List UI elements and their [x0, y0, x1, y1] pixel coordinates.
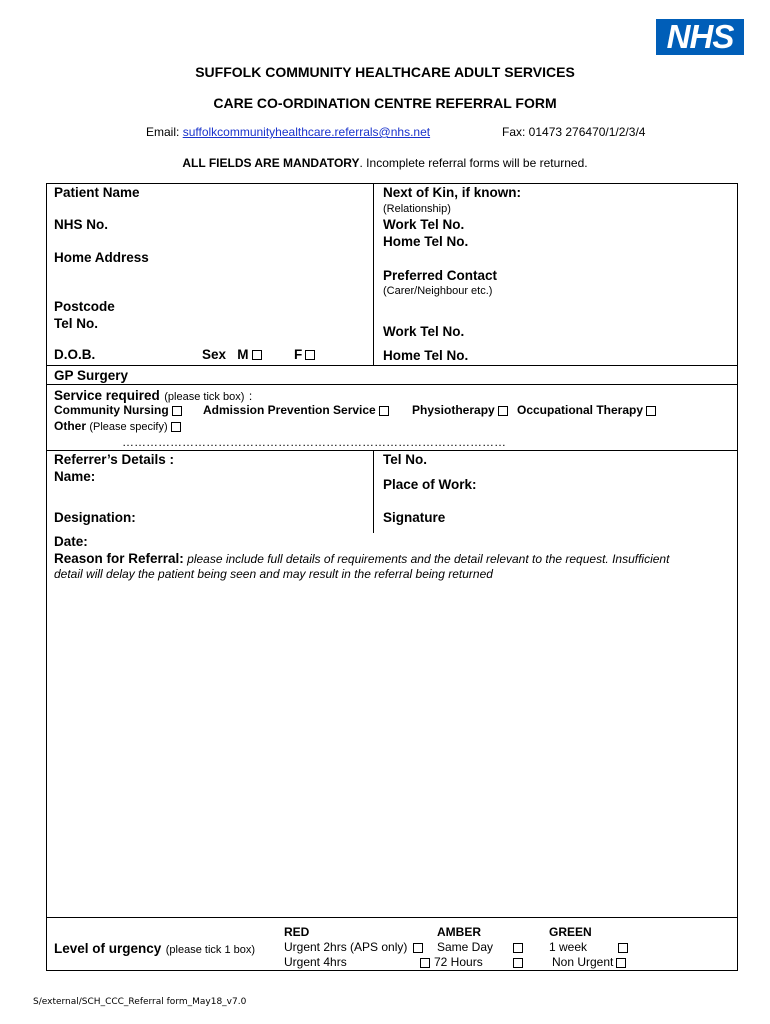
sex-field [202, 347, 262, 362]
reason-for-referral [54, 551, 734, 566]
sex-female-label: F [294, 347, 303, 362]
red-option-1-label: Urgent 2hrs (APS only) [284, 940, 408, 954]
service-community-nursing [54, 403, 182, 417]
green-option-1-checkbox[interactable] [618, 943, 628, 953]
other-specify-line[interactable]: …………………………………………………………………………………… [122, 435, 506, 449]
sex-label: Sex [202, 347, 227, 362]
service-occupational-therapy [517, 403, 656, 417]
green-option-1 [615, 940, 628, 954]
red-option-2-checkbox[interactable] [420, 958, 430, 968]
reason-text-area[interactable] [50, 585, 734, 915]
amber-option-1-label: Same Day [437, 940, 494, 954]
relationship-hint: (Relationship) [383, 203, 451, 215]
signature-label: Signature [383, 510, 446, 525]
date-label: Date: [54, 534, 88, 549]
green-option-1-label: 1 week [549, 940, 588, 954]
divider [47, 450, 737, 451]
reason-text-2: detail will delay the patient being seen and may result in the referral being returned [54, 567, 493, 581]
sex-female-checkbox[interactable] [305, 350, 315, 360]
document-reference: S/external/SCH_CCC_Referral form_May18_v7.0 [33, 997, 247, 1007]
email-line [146, 125, 430, 139]
urgency-label: Level of urgency [54, 941, 162, 956]
reason-text-1: please include full details of requirements and the detail relevant to the request. Insufficient [187, 552, 670, 566]
red-option-1-checkbox[interactable] [413, 943, 423, 953]
patient-tel-label: Tel No. [54, 316, 99, 331]
email-label: Email: [146, 125, 180, 139]
preferred-home-tel-label: Home Tel No. [383, 348, 469, 363]
preferred-contact-label: Preferred Contact [383, 268, 498, 283]
service-required-hint: (please tick box) [164, 391, 245, 403]
green-heading: GREEN [549, 925, 592, 939]
sex-female [294, 347, 315, 362]
admission-prevention-label: Admission Prevention Service [203, 403, 376, 417]
other-label: Other [54, 419, 87, 433]
urgency-hint: (please tick 1 box) [165, 944, 256, 956]
fax-number: Fax: 01473 276470/1/2/3/4 [502, 125, 646, 139]
green-option-2-label: Non Urgent [552, 955, 614, 969]
email-link[interactable]: suffolkcommunityhealthcare.referrals@nhs.net [182, 125, 431, 139]
mandatory-rest: . Incomplete referral forms will be returned. [359, 156, 588, 170]
postcode-label: Postcode [54, 299, 115, 314]
patient-name-label: Patient Name [54, 185, 140, 200]
community-nursing-label: Community Nursing [54, 403, 169, 417]
referrer-tel-label: Tel No. [383, 452, 428, 467]
red-option-2 [417, 955, 430, 969]
occupational-therapy-checkbox[interactable] [646, 406, 656, 416]
referrer-details-label: Referrer’s Details : [54, 452, 175, 467]
amber-option-2-checkbox[interactable] [513, 958, 523, 968]
physiotherapy-label: Physiotherapy [412, 403, 495, 417]
next-of-kin-label: Next of Kin, if known: [383, 185, 521, 200]
form-org-title: SUFFOLK COMMUNITY HEALTHCARE ADULT SERVICES [195, 64, 575, 80]
red-option-2-label: Urgent 4hrs [284, 955, 347, 969]
reason-label: Reason for Referral: [54, 551, 184, 566]
sex-male-checkbox[interactable] [252, 350, 262, 360]
mandatory-bold: ALL FIELDS ARE MANDATORY [182, 156, 360, 170]
nhs-logo: NHS [656, 19, 744, 55]
service-physiotherapy [412, 403, 508, 417]
occupational-therapy-label: Occupational Therapy [517, 403, 644, 417]
column-divider [373, 184, 374, 366]
sex-male-label: M [237, 347, 249, 362]
gp-surgery-label: GP Surgery [54, 368, 129, 383]
service-other [54, 419, 181, 433]
divider [47, 384, 737, 385]
home-address-label: Home Address [54, 250, 149, 265]
service-required-label: Service required [54, 388, 160, 403]
referrer-name-label: Name: [54, 469, 96, 484]
carer-hint: (Carer/Neighbour etc.) [383, 285, 493, 297]
amber-option-2 [510, 955, 523, 969]
divider [47, 365, 737, 366]
amber-heading: AMBER [437, 925, 481, 939]
amber-option-1-checkbox[interactable] [513, 943, 523, 953]
physiotherapy-checkbox[interactable] [498, 406, 508, 416]
mandatory-notice [0, 156, 770, 170]
other-hint: (Please specify) [89, 421, 168, 433]
green-option-2-checkbox[interactable] [616, 958, 626, 968]
service-admission-prevention [203, 403, 389, 417]
divider [47, 917, 737, 918]
dob-label: D.O.B. [54, 347, 96, 362]
place-of-work-label: Place of Work: [383, 477, 477, 492]
red-option-1 [284, 940, 423, 954]
amber-option-2-label-wrap [434, 955, 483, 969]
designation-label: Designation: [54, 510, 136, 525]
kin-work-tel-label: Work Tel No. [383, 217, 465, 232]
kin-home-tel-label: Home Tel No. [383, 234, 469, 249]
other-checkbox[interactable] [171, 422, 181, 432]
form-title: CARE CO-ORDINATION CENTRE REFERRAL FORM [213, 95, 557, 111]
amber-option-2-label: 72 Hours [434, 955, 483, 969]
nhs-no-label: NHS No. [54, 217, 108, 232]
preferred-work-tel-label: Work Tel No. [383, 324, 465, 339]
red-heading: RED [284, 925, 310, 939]
amber-option-1 [510, 940, 523, 954]
admission-prevention-checkbox[interactable] [379, 406, 389, 416]
green-option-2 [552, 955, 626, 969]
column-divider [373, 450, 374, 533]
service-colon: : [248, 389, 253, 403]
urgency-level [54, 940, 255, 958]
community-nursing-checkbox[interactable] [172, 406, 182, 416]
